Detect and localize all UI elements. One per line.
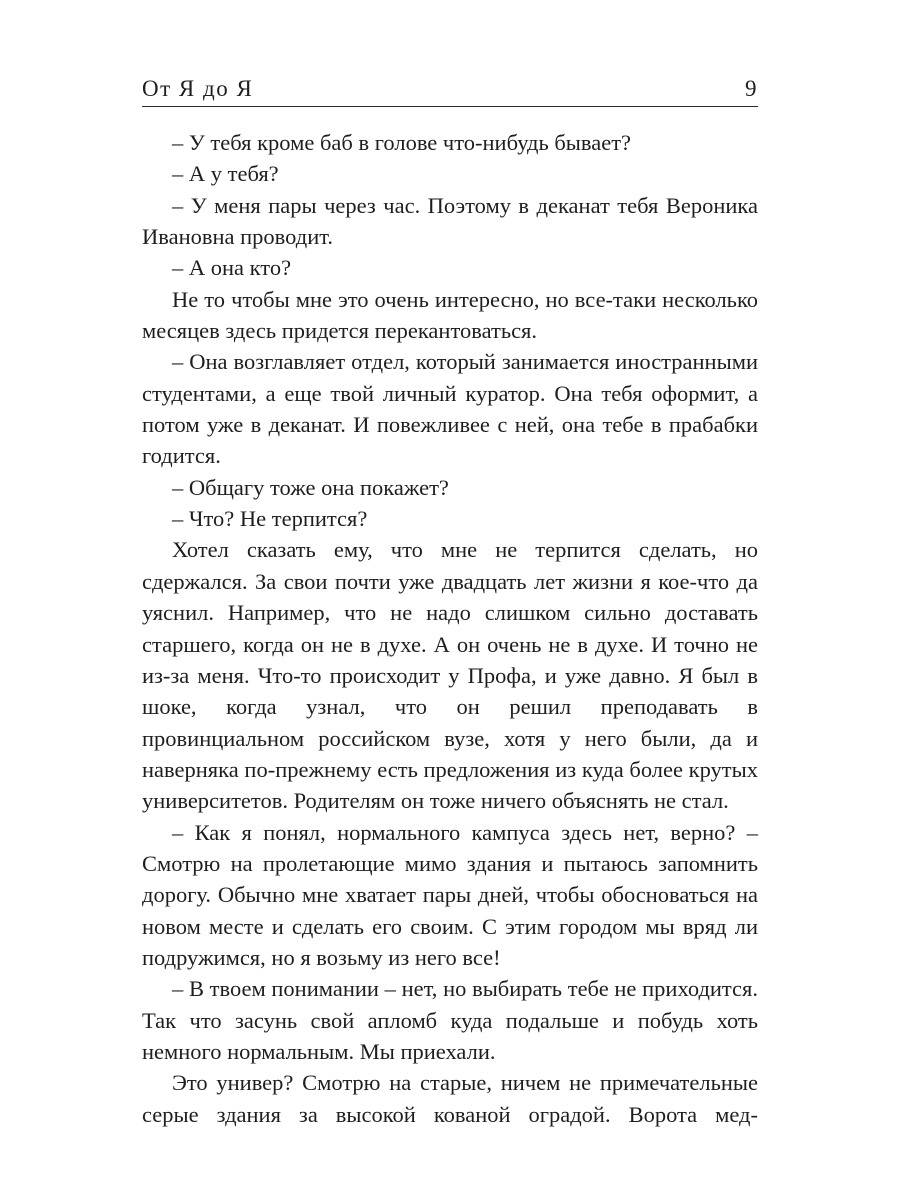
paragraph: – У меня пары через час. Поэтому в деканат тебя Вероника Ивановна проводит. xyxy=(142,192,758,250)
header-rule xyxy=(142,106,758,107)
paragraph: – А она кто? xyxy=(172,255,292,281)
paragraph: – Как я понял, нормального кампуса здесь нет, верно? – Смотрю на пролетающие мимо здания и пытаюсь запомнить дорогу. Обычно мне хватает пары дней, чтобы обосноваться на новом месте и сделать его своим. С этим городом мы вряд ли подружимся, но я возьму из него все! xyxy=(142,819,758,970)
paragraph: Хотел сказать ему, что мне не терпится сделать, но сдержался. За свои почти уже двадцать лет жизни я кое-что да уяснил. Например, что не надо слишком сильно доставать старшего, когда он не в духе. А он очень не в духе. И точно не из-за меня. Что-то происходит у Профа, и уже давно. Я был в шоке, когда узнал, что он решил преподавать в провинциальном российском вузе, хотя у него были, да и наверняка по-прежнему есть предложения из куда более крутых университетов. Родителям он тоже ничего объяснять не стал. xyxy=(142,537,758,814)
paragraph: – Общагу тоже она покажет? xyxy=(172,474,449,500)
book-title: От Я до Я xyxy=(142,76,254,101)
page-number: 9 xyxy=(745,76,757,101)
running-head xyxy=(142,68,757,102)
paragraph: – У тебя кроме баб в голове что-нибудь бывает? xyxy=(172,130,632,155)
paragraph: – Что? Не терпится? xyxy=(172,506,368,532)
paragraph: – Она возглавляет отдел, который занимается иностранными студентами, а еще твой личный куратор. Она тебя оформит, а потом уже в деканат. И повежливее с ней, она тебе в прабабки годится. xyxy=(142,349,758,469)
paragraph: Не то чтобы мне это очень интересно, но все-таки несколько месяцев здесь придется перекантоваться. xyxy=(142,286,758,344)
paragraph: – А у тебя? xyxy=(172,161,279,187)
paragraph: Это универ? Смотрю на старые, ничем не примечательные серые здания за высокой кованой оградой. Ворота мед- xyxy=(142,1070,758,1127)
book-text xyxy=(142,127,758,1130)
paragraph: – В твоем понимании – нет, но выбирать тебе не приходится. Так что засунь свой апломб куда подальше и побудь хоть немного нормальным. Мы приехали. xyxy=(142,976,758,1064)
